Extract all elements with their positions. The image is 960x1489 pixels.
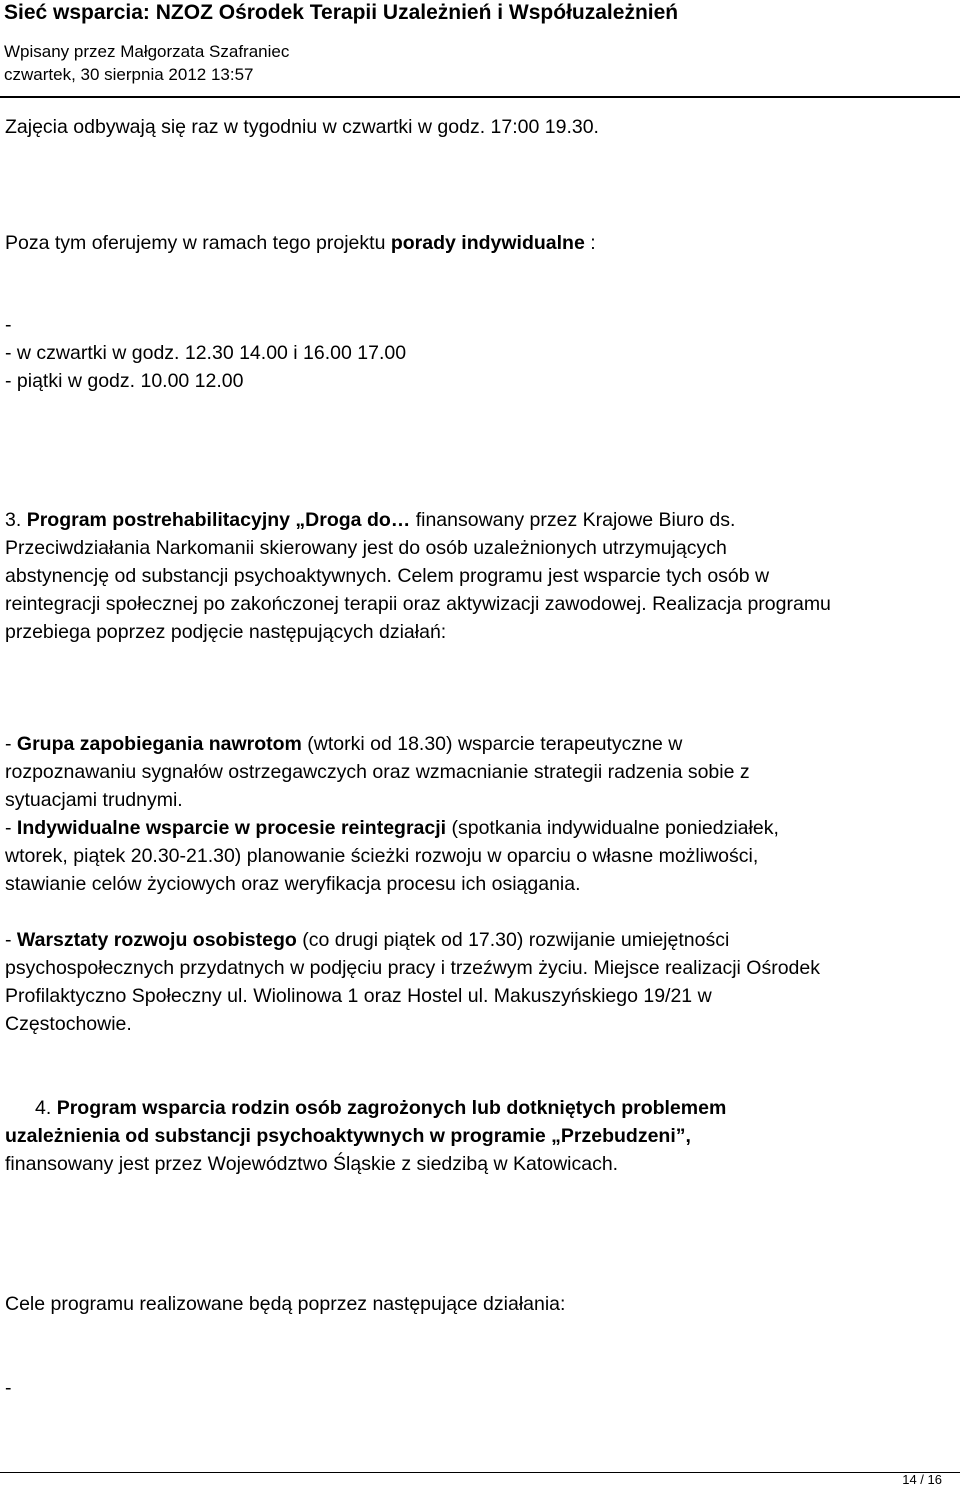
group-item-line: rozpoznawaniu sygnałów ostrzegawczych oraz wzmacnianie strategii radzenia sobie z [5, 761, 750, 783]
group-item-title: Indywidualne wsparcie w procesie reintegracji [16, 817, 447, 839]
section-3-line: przebiega poprzez podjęcie następujących działań: [5, 621, 447, 643]
group-item-title: Warsztaty rozwoju osobistego [16, 929, 297, 951]
list-item: - piątki w godz. 10.00 12.00 [5, 370, 244, 392]
author-line: Wpisany przez Małgorzata Szafraniec [4, 42, 290, 61]
group-item-line: Profilaktyczno Społeczny ul. Wiolinowa 1 oraz Hostel ul. Makuszyńskiego 19/21 w [5, 985, 712, 1007]
group-item-workshops: - Warsztaty rozwoju osobistego (co drugi piątek od 17.30) rozwijanie umiejętności [5, 929, 730, 951]
section-4-heading-cont: uzależnienia od substancji psychoaktywnych w programie „Przebudzeni”, [5, 1125, 691, 1147]
footer-divider [0, 1472, 960, 1473]
closing-paragraph: Cele programu realizowane będą poprzez następujące działania: [5, 1293, 566, 1315]
list-item: - w czwartki w godz. 12.30 14.00 i 16.00 17.00 [5, 342, 407, 364]
group-item-relapse: - Grupa zapobiegania nawrotom (wtorki od 18.30) wsparcie terapeutyczne w [5, 733, 683, 755]
list-item: - [5, 314, 12, 336]
page-number: 14 / 16 [902, 1472, 942, 1487]
group-item-line: wtorek, piątek 20.30-21.30) planowanie ścieżki rozwoju w oparciu o własne możliwości, [5, 845, 759, 867]
group-item-reintegration: - Indywidualne wsparcie w procesie reintegracji (spotkania indywidualne poniedziałek, [5, 817, 779, 839]
group-item-line: Częstochowie. [5, 1013, 132, 1035]
individual-advice-paragraph: Poza tym oferujemy w ramach tego projektu porady indywidualne : [5, 232, 596, 254]
section-4-title: Program wsparcia rodzin osób zagrożonych lub dotkniętych problemem [56, 1097, 727, 1119]
section-3-line: Przeciwdziałania Narkomanii skierowany jest do osób uzależnionych utrzymujących [5, 537, 727, 559]
section-3-line: reintegracji społecznej po zakończonej terapii oraz aktywizacji zawodowej. Realizacja programu [5, 593, 831, 615]
header-divider [0, 96, 960, 98]
section-3-line: 3. Program postrehabilitacyjny „Droga do… finansowany przez Krajowe Biuro ds. [5, 509, 736, 531]
section-3-title: Program postrehabilitacyjny „Droga do… [26, 509, 416, 531]
site-title: Sieć wsparcia: NZOZ Ośrodek Terapii Uzależnień i Współuzależnień [4, 1, 679, 24]
group-item-line: stawianie celów życiowych oraz weryfikacja procesu ich osiągania. [5, 873, 581, 895]
date-line: czwartek, 30 sierpnia 2012 13:57 [4, 65, 254, 84]
document-header [4, 0, 956, 86]
group-item-line: psychospołecznych przydatnych w podjęciu pracy i trzeźwym życiu. Miejsce realizacji Ośrodek [5, 957, 820, 979]
schedule-paragraph: Zajęcia odbywają się raz w tygodniu w czwartki w godz. 17:00 19.30. [5, 116, 599, 138]
list-item: - [5, 1377, 12, 1399]
section-4-line: finansowany jest przez Województwo Śląskie z siedzibą w Katowicach. [5, 1153, 619, 1175]
individual-advice-emphasis: porady indywidualne [390, 232, 585, 254]
group-item-title: Grupa zapobiegania nawrotom [16, 733, 302, 755]
section-4-heading: 4. Program wsparcia rodzin osób zagrożonych lub dotkniętych problemem [35, 1097, 727, 1119]
section-3-line: abstynencję od substancji psychoaktywnych. Celem programu jest wsparcie tych osób w [5, 565, 770, 587]
group-item-line: sytuacjami trudnymi. [5, 789, 183, 811]
